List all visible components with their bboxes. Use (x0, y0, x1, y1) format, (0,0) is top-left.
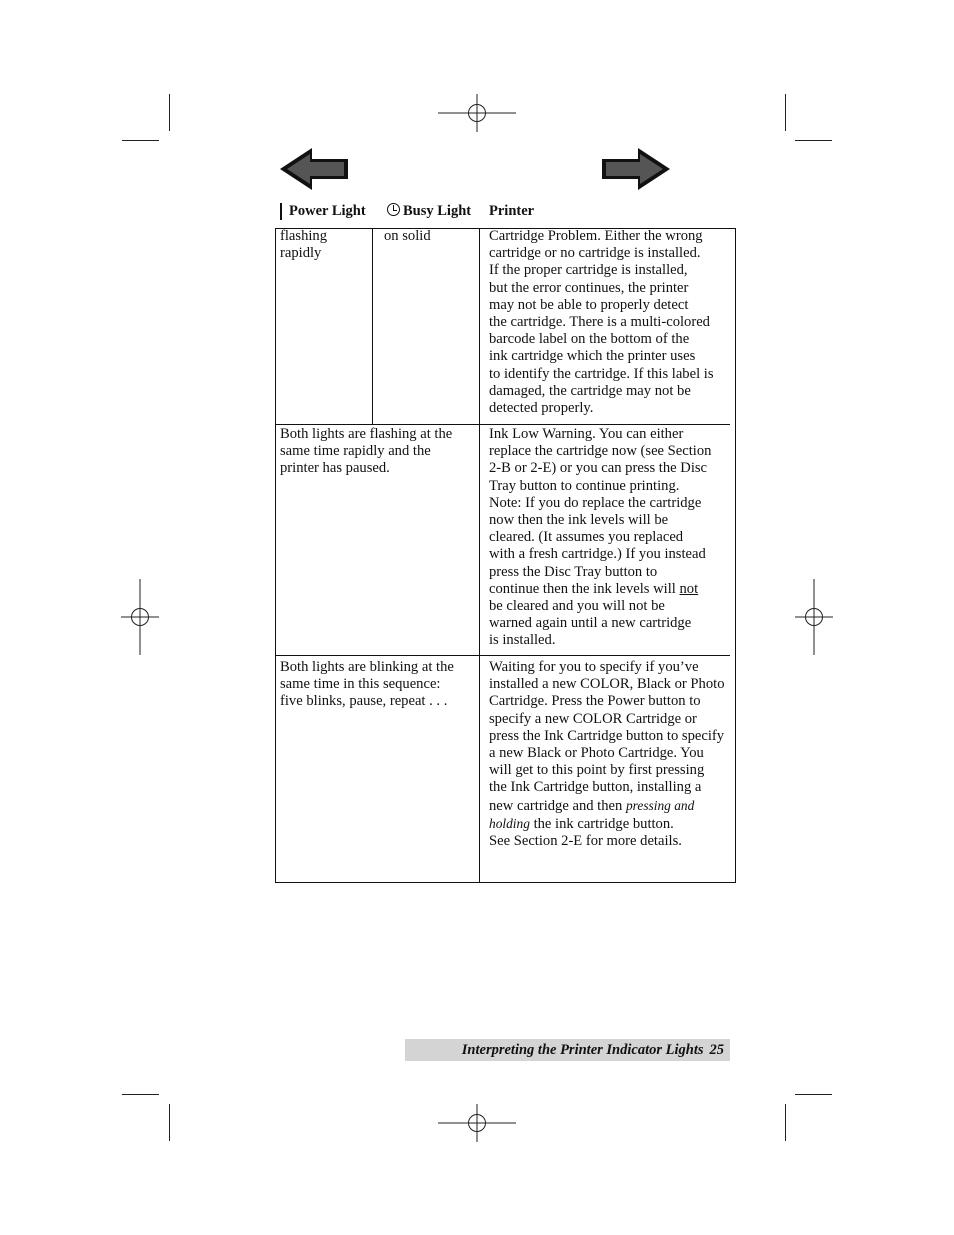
registration-mark-top (438, 94, 516, 132)
crop-mark (122, 140, 159, 141)
table-cell-power: flashing rapidly (280, 228, 328, 262)
header-busy-light (387, 203, 471, 220)
table-column-divider-2 (479, 228, 480, 883)
table-cell-busy: on solid (384, 228, 431, 244)
table-cell-lights: Both lights are blinking at the same time in this sequence: five blinks, pause, repeat . . . (280, 659, 454, 710)
table-border-right (735, 228, 736, 883)
printer-text-underlined: not (679, 580, 699, 597)
table-row-divider-2 (275, 655, 730, 656)
page-number: 25 (709, 1042, 724, 1058)
table-cell-printer (489, 659, 734, 850)
registration-mark-bottom (438, 1104, 516, 1142)
table-border-bottom (275, 882, 736, 883)
clock-icon (387, 203, 400, 216)
printer-text: the ink cartridge button. See Section 2-E for more details. (489, 815, 682, 850)
table-cell-lights: Both lights are flashing at the same time rapidly and the printer has paused. (280, 426, 453, 477)
table-column-divider-1 (372, 228, 373, 424)
header-busy-light-label: Busy Light (403, 203, 472, 219)
crop-mark (169, 94, 170, 131)
table-cell-printer: Cartridge Problem. Either the wrong cartridge or no cartridge is installed. If the proper cartridge is installed, but the error continues, the printer may not be able to properly detect the cartridge. There is a multi-colored barcode label on the bottom of the ink cartridge which the printer uses to identify the cartridge. If this label is damaged, the cartridge may not be detected properly. (489, 228, 714, 417)
registration-mark-right (795, 579, 833, 655)
printer-text-italic: pressing and holding (489, 797, 695, 831)
crop-mark (169, 1104, 170, 1141)
crop-mark (785, 1104, 786, 1141)
printer-text: be cleared and you will not be warned again until a new cartridge is installed. (489, 598, 692, 649)
page-footer (405, 1039, 730, 1061)
printer-text: Waiting for you to specify if you’ve installed a new COLOR, Black or Photo Cartridge. Press the Power button to specify a new COLOR Cartridge or press the Ink Cartridge button to specify a new Black or Photo Cartridge. You will get to this point by first pressing the Ink Cartridge button, installing a new cartridge and then (489, 659, 725, 814)
table-cell-printer (489, 426, 734, 650)
right-arrow-icon[interactable] (598, 146, 672, 192)
crop-mark (795, 140, 832, 141)
table-row-divider-1 (275, 424, 730, 425)
crop-mark (795, 1094, 832, 1095)
printer-text: Ink Low Warning. You can either replace the cartridge now (see Section 2-B or 2-E) or you can press the Disc Tray button to continue printing. Note: If you do replace the cartridge now then the ink levels will be cleared. (It assumes you replaced with a fresh cartridge.) If you instead press the Disc Tray button to continue then the ink levels will (489, 426, 712, 597)
crop-mark (785, 94, 786, 131)
left-arrow-icon[interactable] (278, 146, 352, 192)
table-border-left (275, 228, 276, 883)
header-power-light: Power Light (289, 203, 366, 219)
footer-title: Interpreting the Printer Indicator Lights (461, 1042, 704, 1058)
header-marker (280, 203, 282, 220)
registration-mark-left (121, 579, 159, 655)
header-printer: Printer (489, 203, 535, 219)
crop-mark (122, 1094, 159, 1095)
